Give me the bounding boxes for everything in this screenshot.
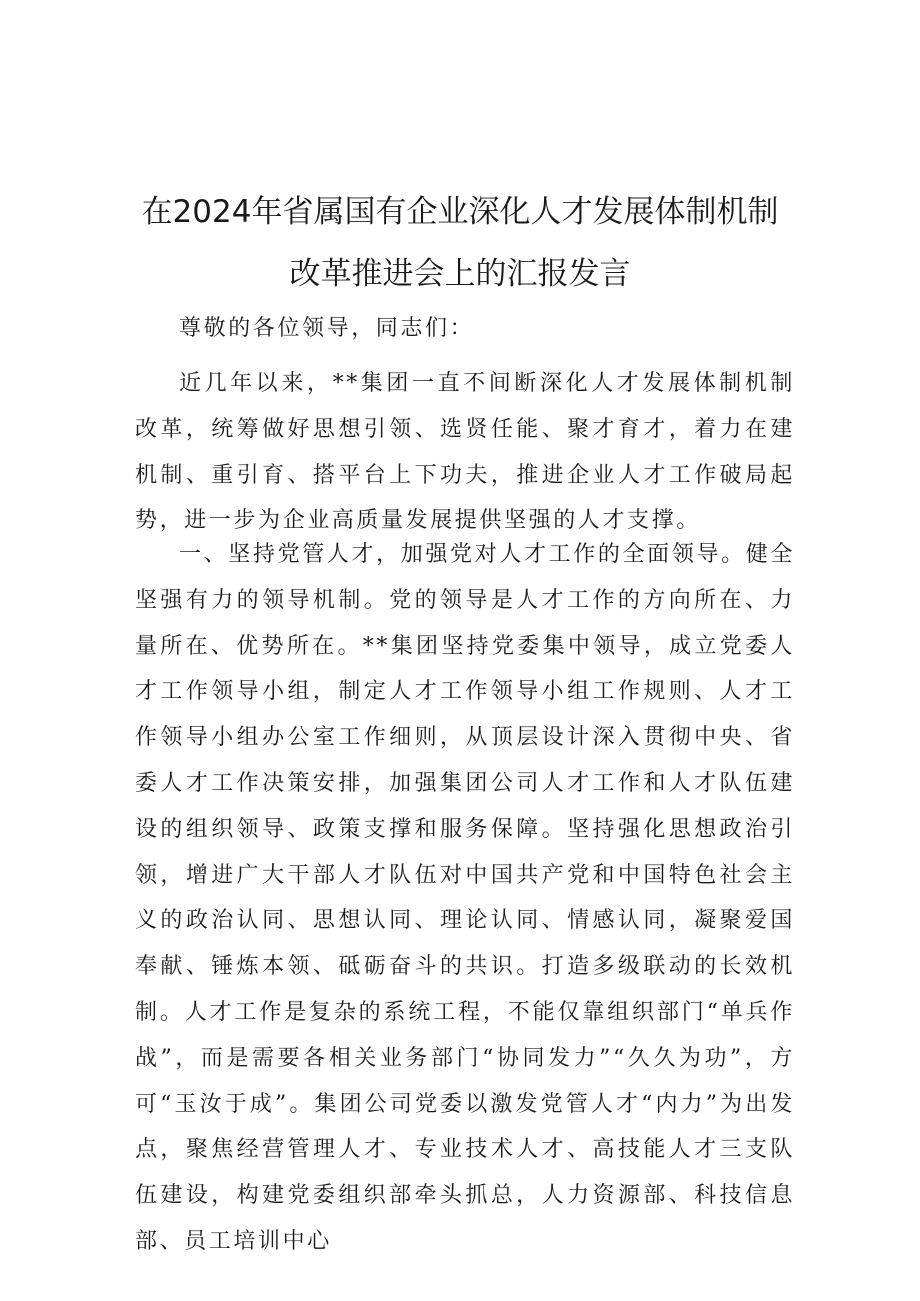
document-title-line-2: 改革推进会上的汇报发言 bbox=[289, 256, 631, 292]
salutation: 尊敬的各位领导，同志们： bbox=[179, 316, 475, 341]
paragraph-section-one: 一、坚持党管人才，加强党对人才工作的全面领导。健全坚强有力的领导机制。党的领导是人才工作的方向所在、力量所在、优势所在。**集团坚持党委集中领导，成立党委人才工作领导小组，制定人才工作领导小组工作规则、人才工作领导小组办公室工作细则，从顶层设计深入贯彻中央、省委人才工作决策安排，加强集团公司人才工作和人才队伍建设的组织领导、政策支撑和服务保障。坚持强化思想政治引领，增进广大干部人才队伍对中国共产党和中国特色社会主义的政治认同、思想认同、理论认同、情感认同，凝聚爱国奉献、锤炼本领、砥砺奋斗的共识。打造多级联动的长效机制。人才工作是复杂的系统工程，不能仅靠组织部门“单兵作战”，而是需要各相关业务部门“协同发力”“久久为功”，方可“玉汝于成”。集团公司党委以激发党管人才“内力”为出发点，聚焦经营管理人才、专业技术人才、高技能人才三支队伍建设，构建党委组织部牵头抓总，人力资源部、科技信息部、员工培训中心 bbox=[135, 542, 795, 1254]
paragraph-intro: 近几年以来，**集团一直不间断深化人才发展体制机制改革，统筹做好思想引领、选贤任能、聚才育才，着力在建机制、重引育、搭平台上下功夫，推进企业人才工作破局起势，进一步为企业高质量发展提供坚强的人才支撑。 bbox=[135, 371, 795, 534]
document-title-line-1: 在2024年省属国有企业深化人才发展体制机制 bbox=[141, 194, 779, 230]
